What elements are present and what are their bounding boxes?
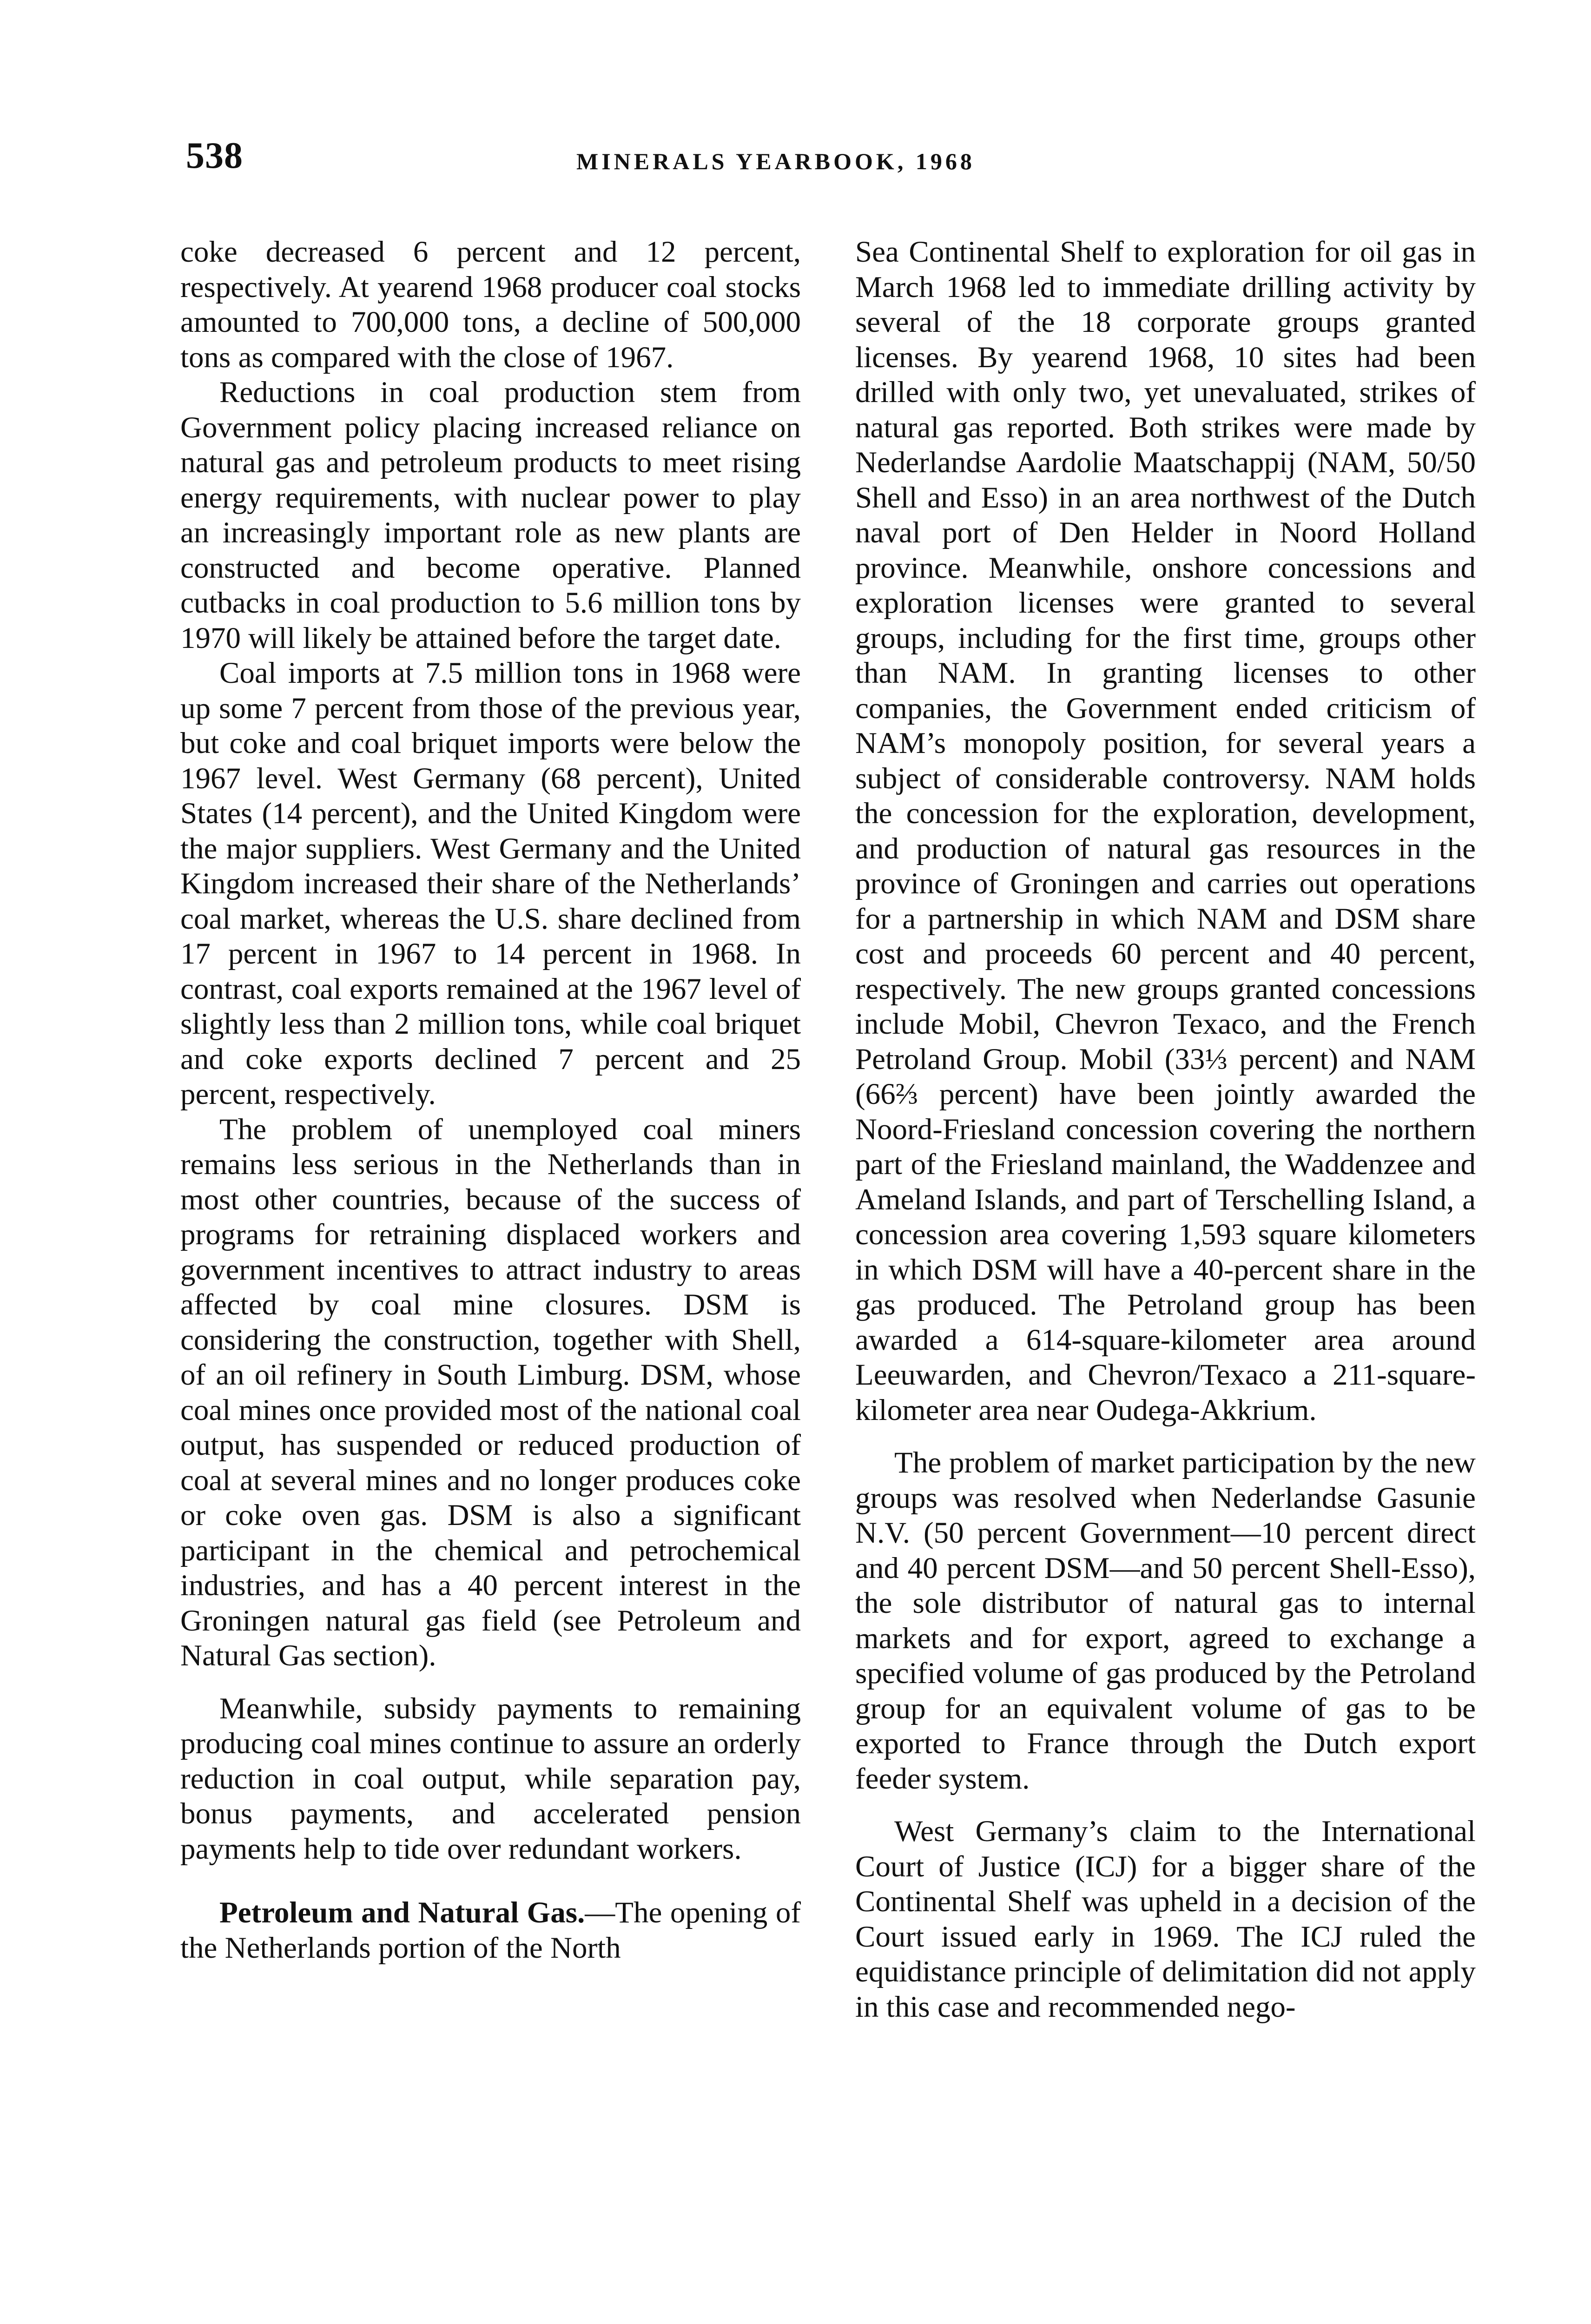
page-number: 538 [186, 135, 243, 176]
left-column [180, 235, 801, 1966]
running-title: MINERALS YEARBOOK, 1968 [576, 148, 975, 174]
paragraph: coke decreased 6 percent and 12 percent, respectively. At yearend 1968 producer coal stocks amounted to 700,000 tons, a decline of 500,000 tons as compared with the close of 1967. [180, 235, 801, 374]
paragraph: Coal imports at 7.5 million tons in 1968 were up some 7 percent from those of the previous year, but coke and coal briquet imports were below the 1967 level. West Germany (68 percent), United States (14 percent), and the United Kingdom were the major suppliers. West Germany and the United Kingdom increased their share of the Netherlands’ coal market, whereas the U.S. share declined from 17 percent in 1967 to 14 percent in 1968. In contrast, coal exports remained at the 1967 level of slightly less than 2 million tons, while coal briquet and coke exports declined 7 percent and 25 percent, respectively. [180, 656, 801, 1111]
section-heading: Petroleum and Natural Gas. [219, 1896, 585, 1929]
paragraph: Meanwhile, subsidy payments to remaining producing coal mines continue to assure an orderly reduction in coal output, while separation pay, bonus payments, and accelerated pension payments help to tide over redundant workers. [180, 1691, 801, 1866]
section-text: —The opening of the Netherlands portion of the North [180, 1896, 801, 1965]
paragraph: The problem of market participation by the new groups was resolved when Nederlandse Gasunie N.V. (50 percent Government—10 percent direct and 40 percent DSM—and 50 percent Shell-Esso), the sole distributor of natural gas to internal markets and for export, agreed to exchange a specified volume of gas produced by the Petroland group for an equivalent volume of gas to be exported to France through the Dutch export feeder system. [855, 1446, 1476, 1796]
paragraph: The problem of unemployed coal miners remains less serious in the Netherlands than in most other countries, because of the success of programs for retraining displaced workers and government incentives to attract industry to areas affected by coal mine closures. DSM is considering the construction, together with Shell, of an oil refinery in South Limburg. DSM, whose coal mines once provided most of the national coal output, has suspended or reduced production of coal at several mines and no longer produces coke or coke oven gas. DSM is also a significant participant in the chemical and petrochemical industries, and has a 40 percent interest in the Groningen natural gas field (see Petroleum and Natural Gas section). [180, 1112, 801, 1672]
paragraph: Reductions in coal production stem from Government policy placing increased reliance on natural gas and petroleum products to meet rising energy requirements, with nuclear power to play an increasingly important role as new plants are constructed and become operative. Planned cutbacks in coal production to 5.6 million tons by 1970 will likely be attained before the target date. [180, 376, 801, 655]
section-paragraph [180, 1895, 801, 1966]
right-column [855, 235, 1476, 2025]
paragraph: West Germany’s claim to the International Court of Justice (ICJ) for a bigger share of the Continental Shelf was upheld in a decision of the Court issued early in 1969. The ICJ ruled the equidistance principle of delimitation did not apply in this case and recommended nego- [855, 1815, 1476, 2024]
paragraph: Sea Continental Shelf to exploration for oil gas in March 1968 led to immediate drilling activity by several of the 18 corporate groups granted licenses. By yearend 1968, 10 sites had been drilled with only two, yet unevaluated, strikes of natural gas reported. Both strikes were made by Nederlandse Aardolie Maatschappij (NAM, 50/50 Shell and Esso) in an area northwest of the Dutch naval port of Den Helder in Noord Holland province. Meanwhile, onshore concessions and exploration licenses were granted to several groups, including for the first time, groups other than NAM. In granting licenses to other companies, the Government ended criticism of NAM’s monopoly position, for several years a subject of considerable controversy. NAM holds the concession for the exploration, development, and production of natural gas resources in the province of Groningen and carries out operations for a partnership in which NAM and DSM share cost and proceeds 60 percent and 40 percent, respectively. The new groups granted concessions include Mobil, Chevron Texaco, and the French Petroland Group. Mobil (33⅓ percent) and NAM (66⅔ percent) have been jointly awarded the Noord-Friesland concession covering the northern part of the Friesland mainland, the Waddenzee and Ameland Islands, and part of Terschelling Island, a concession area covering 1,593 square kilometers in which DSM will have a 40-percent share in the gas produced. The Petroland group has been awarded a 614-square-kilometer area around Leeuwarden, and Chevron/Texaco a 211-square-kilometer area near Oudega-Akkrium. [855, 235, 1476, 1427]
